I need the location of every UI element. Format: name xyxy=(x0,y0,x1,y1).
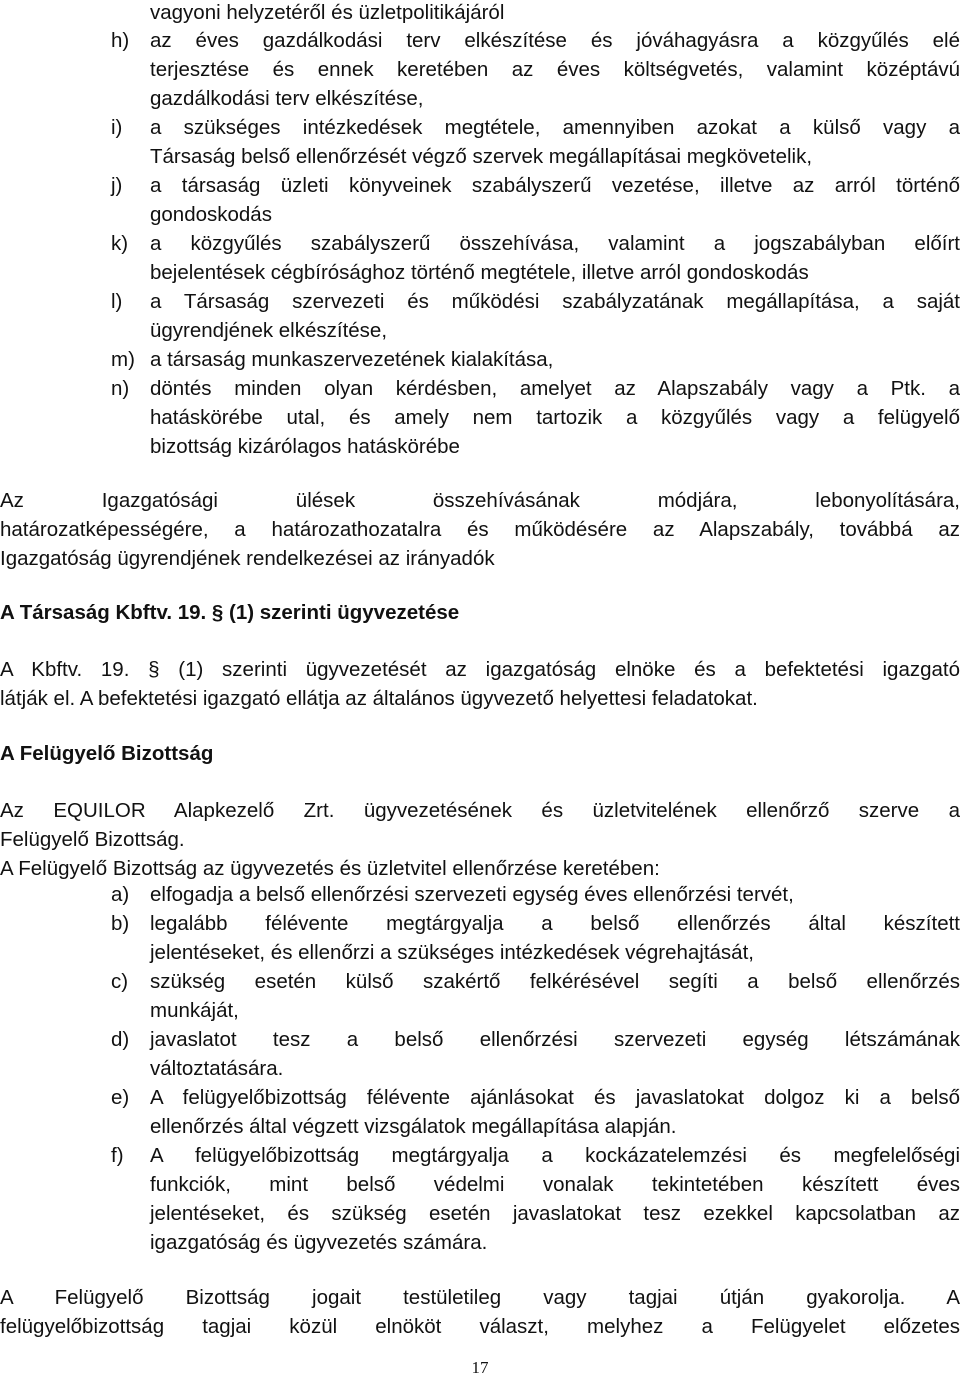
paragraph-line: A Felügyelő Bizottság az ügyvezetés és üzletvitel ellenőrzése keretében: xyxy=(0,857,660,880)
list-item-line: a közgyűlés szabályszerű összehívása, valamint a jogszabályban előírt xyxy=(150,232,960,255)
list-item-line: a Társaság szervezeti és működési szabályzatának megállapítása, a saját xyxy=(150,290,960,313)
list-item-label: e) xyxy=(111,1086,130,1109)
list-item-line: elfogadja a belső ellenőrzési szervezeti egység éves ellenőrzési tervét, xyxy=(150,883,794,906)
list-item-line: gondoskodás xyxy=(150,203,272,226)
list-continuation-line: vagyoni helyzetéről és üzletpolitikájáról xyxy=(150,1,505,24)
list-item-label: a) xyxy=(111,883,130,906)
list-item-line: terjesztése és ennek keretében az éves költségvetés, valamint középtávú xyxy=(150,58,960,81)
list-item-label: l) xyxy=(111,290,123,313)
list-item-line: igazgatóság és ügyvezetés számára. xyxy=(150,1231,488,1254)
paragraph-line: látják el. A befektetési igazgató ellátja az általános ügyvezető helyettesi feladatokat. xyxy=(0,687,758,710)
list-item-line: döntés minden olyan kérdésben, amelyet az Alapszabály vagy a Ptk. a xyxy=(150,377,960,400)
list-item-line: bizottság kizárólagos hatáskörébe xyxy=(150,435,460,458)
paragraph-line: A Felügyelő Bizottság jogait testületileg vagy tagjai útján gyakorolja. A xyxy=(0,1286,960,1309)
section-heading: A Társaság Kbftv. 19. § (1) szerinti ügyvezetése xyxy=(0,601,460,624)
list-item-line: ügyrendjének elkészítése, xyxy=(150,319,388,342)
list-item-line: szükség esetén külső szakértő felkérésével segíti a belső ellenőrzés xyxy=(150,970,960,993)
list-item-label: h) xyxy=(111,29,130,52)
list-item-line: Társaság belső ellenőrzését végző szervek megállapításai megkövetelik, xyxy=(150,145,813,168)
paragraph-line: A Kbftv. 19. § (1) szerinti ügyvezetését az igazgatóság elnöke és a befektetési igazgató xyxy=(0,658,960,681)
paragraph-line: Az EQUILOR Alapkezelő Zrt. ügyvezetésének és üzletvitelének ellenőrző szerve a xyxy=(0,799,960,822)
list-item-line: jelentéseket, és ellenőrzi a szükséges intézkedések végrehajtását, xyxy=(150,941,754,964)
list-item-line: ellenőrzés által végzett vizsgálatok megállapítása alapján. xyxy=(150,1115,677,1138)
list-item-line: A felügyelőbizottság megtárgyalja a kockázatelemzési és megfelelőségi xyxy=(150,1144,960,1167)
list-item-label: j) xyxy=(111,174,123,197)
list-item-label: f) xyxy=(111,1144,124,1167)
list-item-line: javaslatot tesz a belső ellenőrzési szervezeti egység létszámának xyxy=(150,1028,960,1051)
list-item-label: m) xyxy=(111,348,135,371)
list-item-line: A felügyelőbizottság félévente ajánlásokat és javaslatokat dolgoz ki a belső xyxy=(150,1086,960,1109)
list-item-line: jelentéseket, és szükség esetén javaslatokat tesz ezekkel kapcsolatban az xyxy=(150,1202,960,1225)
paragraph-line: határozatképességére, a határozathozatalra és működésére az Alapszabály, továbbá az xyxy=(0,518,960,541)
paragraph-line: Az Igazgatósági ülések összehívásának módjára, lebonyolítására, xyxy=(0,489,960,512)
list-item-label: c) xyxy=(111,970,129,993)
paragraph-line: Igazgatóság ügyrendjének rendelkezései az irányadók xyxy=(0,547,495,570)
section-heading: A Felügyelő Bizottság xyxy=(0,742,214,765)
list-item-line: bejelentések cégbírósághoz történő megtétele, illetve arról gondoskodás xyxy=(150,261,809,284)
list-item-line: gazdálkodási terv elkészítése, xyxy=(150,87,424,110)
list-item-line: hatáskörébe utal, és amely nem tartozik a közgyűlés vagy a felügyelő xyxy=(150,406,960,429)
list-item-label: k) xyxy=(111,232,129,255)
list-item-line: munkáját, xyxy=(150,999,239,1022)
paragraph-line: Felügyelő Bizottság. xyxy=(0,828,185,851)
list-item-label: i) xyxy=(111,116,123,139)
page-number: 17 xyxy=(471,1358,489,1377)
list-item-line: a társaság munkaszervezetének kialakítása, xyxy=(150,348,554,371)
list-item-label: n) xyxy=(111,377,130,400)
list-item-label: d) xyxy=(111,1028,130,1051)
list-item-line: a társaság üzleti könyveinek szabályszerű vezetése, illetve az arról történő xyxy=(150,174,960,197)
list-item-line: funkciók, mint belső védelmi vonalak tekintetében készített éves xyxy=(150,1173,960,1196)
list-item-line: változtatására. xyxy=(150,1057,284,1080)
list-item-line: az éves gazdálkodási terv elkészítése és jóváhagyásra a közgyűlés elé xyxy=(150,29,960,52)
list-item-line: a szükséges intézkedések megtétele, amennyiben azokat a külső vagy a xyxy=(150,116,960,139)
list-item-line: legalább félévente megtárgyalja a belső ellenőrzés által készített xyxy=(150,912,960,935)
paragraph-line: felügyelőbizottság tagjai közül elnököt választ, melyhez a Felügyelet előzetes xyxy=(0,1315,960,1338)
list-item-label: b) xyxy=(111,912,130,935)
